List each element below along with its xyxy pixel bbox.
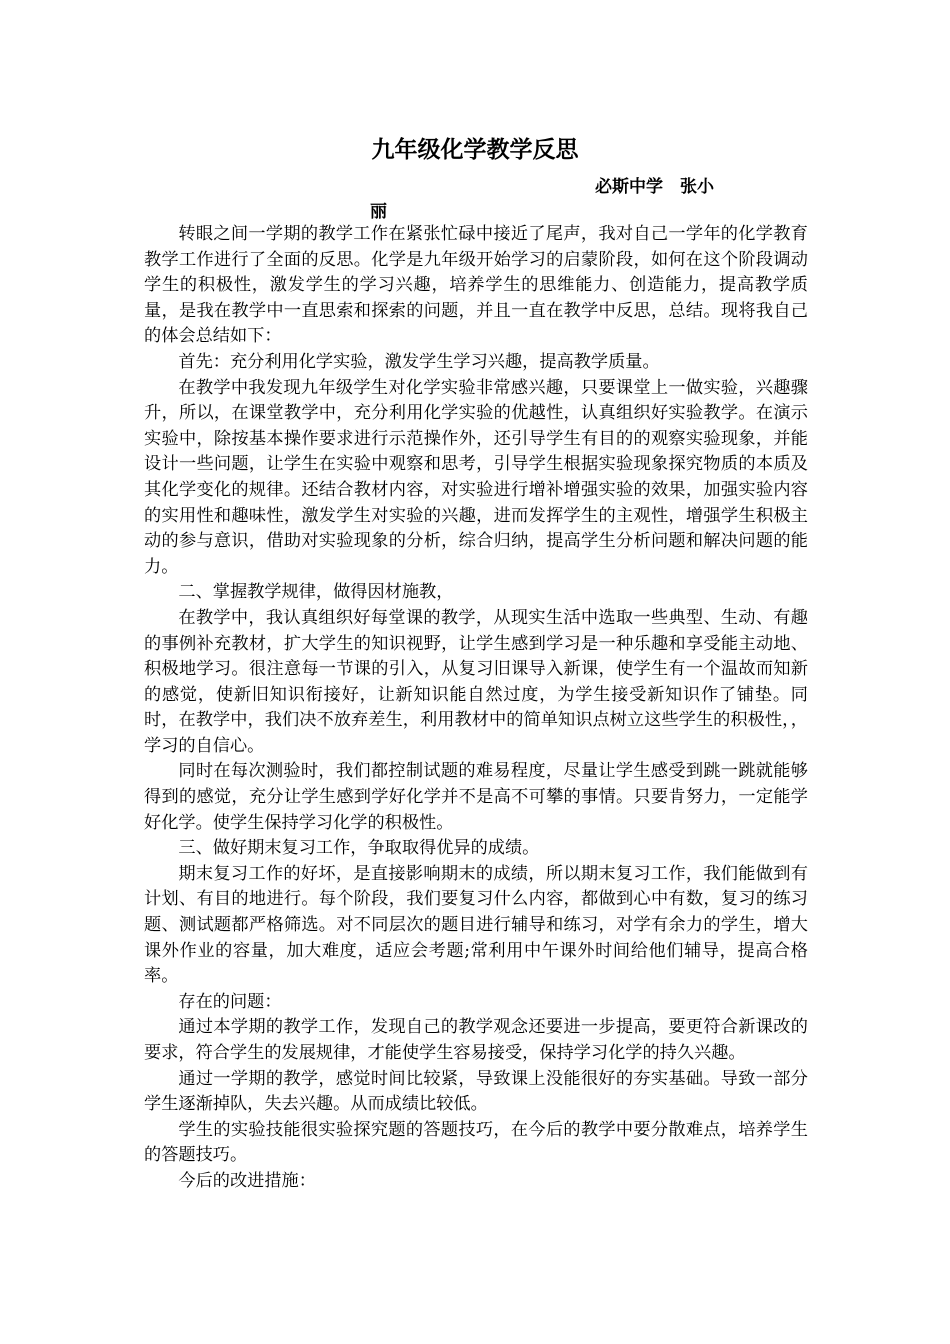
author-line: 必斯中学 张小	[595, 177, 714, 197]
paragraph-experiments: 在教学中我发现九年级学生对化学实验非常感兴趣，只要课堂上一做实验，兴趣骤升，所以，在课堂教学中，充分利用化学实验的优越性，认真组织好实验教学。在演示实验中，除按基本操作要求进行示范操作外，还引导学生有目的的观察实验现象，并能设计一些问题，让学生在实验中观察和思考，引导学生根据实验现象探究物质的本质及其化学变化的规律。还结合教材内容，对实验进行增补增强实验的效果，加强实验内容的实用性和趣味性，激发学生对实验的兴趣，进而发挥学生的主观性，增强学生积极主动的参与意识，借助对实验现象的分析，综合归纳，提高学生分析问题和解决问题的能力。	[144, 377, 808, 577]
paragraph-problem-3: 学生的实验技能很实验探究题的答题技巧，在今后的教学中要分散难点，培养学生的答题技巧。	[144, 1119, 808, 1166]
paragraph-problem-1: 通过本学期的教学工作，发现自己的教学观念还要进一步提高，要更符合新课改的要求，符合学生的发展规律，才能使学生容易接受，保持学习化学的持久兴趣。	[144, 1017, 808, 1063]
paragraph-problem-2: 通过一学期的教学，感觉时间比较紧，导致课上没能很好的夯实基础。导致一部分学生逐渐掉队，失去兴趣。从而成绩比较低。	[144, 1068, 808, 1115]
paragraph-teaching: 在教学中，我认真组织好每堂课的教学，从现实生活中选取一些典型、生动、有趣的事例补充教材，扩大学生的知识视野，让学生感到学习是一种乐趣和享受能主动地、积极地学习。很注意每一节课的引入，从复习旧课导入新课，使学生有一个温故而知新的感觉，使新旧知识衔接好，让新知识能自然过度，为学生接受新知识作了铺垫。同时，在教学中，我们决不放弃差生，利用教材中的简单知识点树立这些学生的积极性，，学习的自信心。	[144, 607, 808, 756]
author-line-continued: 丽	[370, 202, 387, 222]
paragraph-intro: 转眼之间一学期的教学工作在紧张忙碌中接近了尾声，我对自己一学年的化学教育教学工作进行了全面的反思。化学是九年级开始学习的启蒙阶段，如何在这个阶段调动学生的积极性，激发学生的学习兴趣，培养学生的思维能力、创造能力，提高教学质量，是我在教学中一直思索和探索的问题，并且一直在教学中反思，总结。现将我自己的体会总结如下：	[144, 224, 808, 347]
paragraph-heading-problems: 存在的问题：	[178, 991, 282, 1012]
paragraph-heading-third: 三、做好期末复习工作，争取取得优异的成绩。	[178, 838, 540, 859]
paragraph-heading-second: 二、掌握教学规律，做得因材施教，	[178, 582, 454, 603]
paragraph-review: 期末复习工作的好坏，是直接影响期末的成绩，所以期末复习工作，我们能做到有计划、有目的地进行。每个阶段，我们要复习什么内容，都做到心中有数，复习的练习题、测试题都严格筛选。对不同层次的题目进行辅导和练习，对学有余力的学生，增大课外作业的容量，加大难度，适应会考题;常利用中午课外时间给他们辅导，提高合格率。	[144, 863, 808, 987]
paragraph-heading-first: 首先：充分利用化学实验，激发学生学习兴趣，提高教学质量。	[178, 351, 660, 372]
paragraph-heading-improvements: 今后的改进措施：	[178, 1170, 316, 1191]
document-title: 九年级化学教学反思	[371, 137, 579, 163]
document-body	[144, 222, 808, 1195]
paragraph-tests: 同时在每次测验时，我们都控制试题的难易程度，尽量让学生感受到跳一跳就能够得到的感觉，充分让学生感到学好化学并不是高不可攀的事情。只要肯努力，一定能学好化学。使学生保持学习化学的积极性。	[144, 761, 808, 833]
